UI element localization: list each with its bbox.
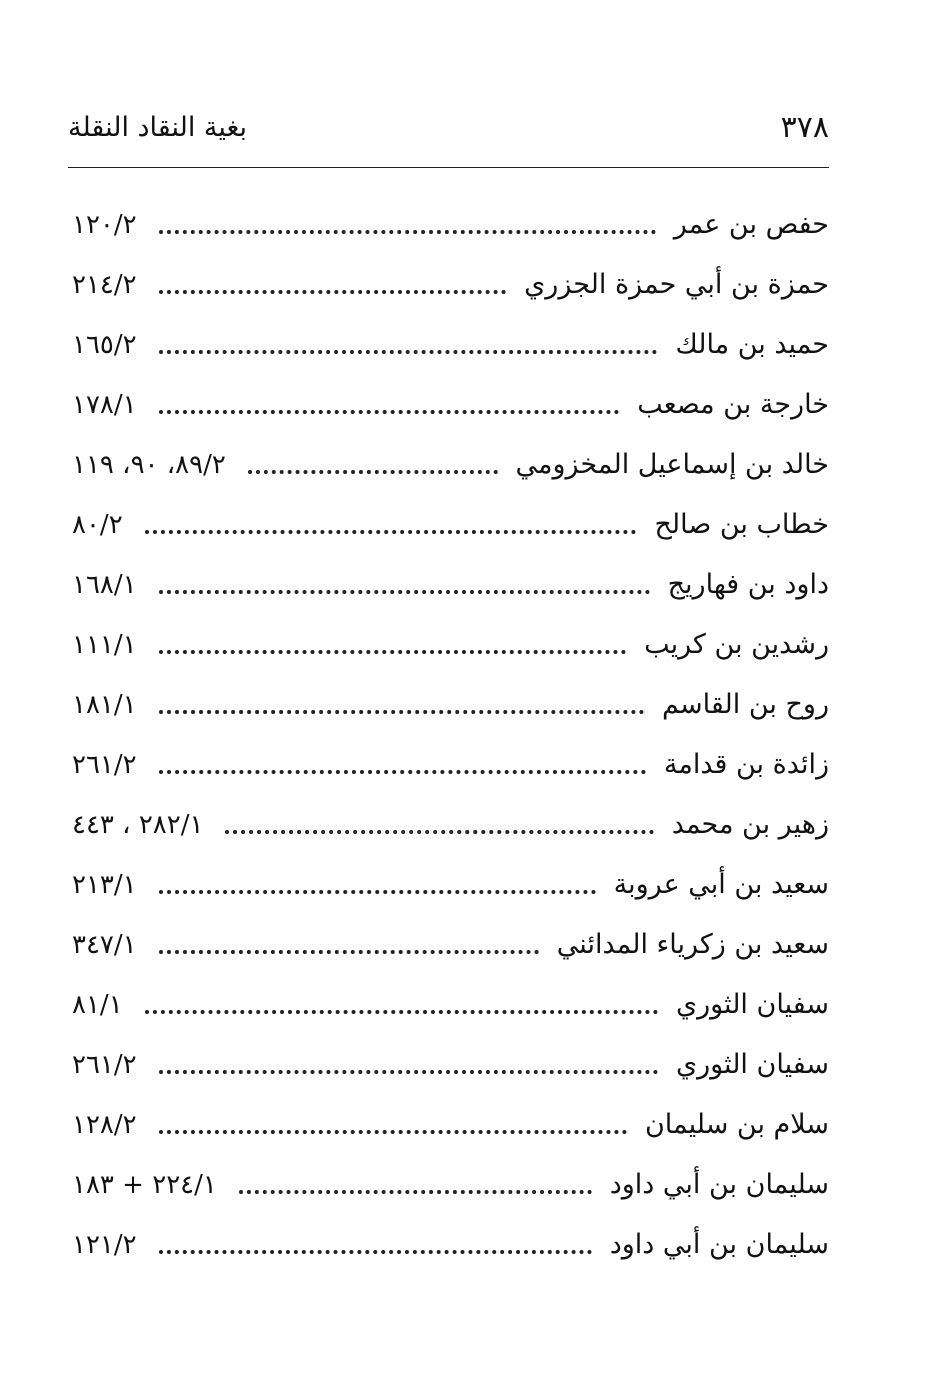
index-entry: [72, 790, 829, 850]
entry-page-reference: ١٢٠/٢: [72, 210, 137, 240]
entry-page-reference: ٢٦١/٢: [72, 750, 137, 780]
header-rule: [68, 167, 829, 168]
index-entry: [72, 370, 829, 430]
entry-page-reference: ٨٩/٢، ٩٠، ١١٩: [72, 450, 226, 480]
dot-leader: [159, 1250, 592, 1254]
entry-page-reference: ٢١٤/٢: [72, 270, 137, 300]
dot-leader: [225, 830, 653, 834]
dot-leader: [159, 950, 539, 954]
dot-leader: [248, 470, 498, 474]
dot-leader: [159, 590, 650, 594]
index-entry: [72, 310, 829, 370]
entry-page-reference: ١٢١/٢: [72, 1230, 137, 1260]
entry-name: حمزة بن أبي حمزة الجزري: [524, 269, 829, 300]
index-entry: [72, 1210, 829, 1270]
index-entry: [72, 1150, 829, 1210]
entry-page-reference: ٢٨٢/١ ، ٤٤٣: [72, 810, 204, 840]
entry-name: سعيد بن زكرياء المدائني: [556, 929, 829, 960]
dot-leader: [159, 710, 644, 714]
index-entry: [72, 250, 829, 310]
entry-page-reference: ١١١/١: [72, 630, 137, 660]
index-entry: [72, 190, 829, 250]
entry-name: خارجة بن مصعب: [637, 389, 829, 420]
entry-name: سليمان بن أبي داود: [609, 1229, 829, 1260]
dot-leader: [159, 890, 596, 894]
entry-page-reference: ٨١/١: [72, 990, 123, 1020]
dot-leader: [145, 530, 637, 534]
entry-page-reference: ٢٦١/٢: [72, 1050, 137, 1080]
entry-name: سليمان بن أبي داود: [609, 1169, 829, 1200]
entry-name: سفيان الثوري: [675, 989, 829, 1020]
page-number: ٣٧٨: [780, 110, 829, 145]
dot-leader: [159, 350, 658, 354]
dot-leader: [159, 770, 646, 774]
index-entry: [72, 670, 829, 730]
page-header: [68, 110, 829, 154]
index-entry: [72, 910, 829, 970]
entry-page-reference: ١٧٨/١: [72, 390, 137, 420]
entry-name: حميد بن مالك: [675, 329, 829, 360]
dot-leader: [159, 1070, 658, 1074]
dot-leader: [159, 1130, 627, 1134]
entry-page-reference: ٨٠/٢: [72, 510, 123, 540]
index-entry: [72, 550, 829, 610]
index-entry: [72, 490, 829, 550]
dot-leader: [159, 230, 656, 234]
dot-leader: [159, 410, 620, 414]
index-entry: [72, 1090, 829, 1150]
entry-name: خطاب بن صالح: [654, 509, 829, 540]
index-entry: [72, 970, 829, 1030]
dot-leader: [159, 650, 626, 654]
entry-name: زائدة بن قدامة: [663, 749, 829, 780]
entry-name: داود بن فهاريج: [667, 569, 829, 600]
index-entry: [72, 850, 829, 910]
entry-name: رشدين بن كريب: [644, 629, 829, 660]
dot-leader: [159, 290, 507, 294]
entry-page-reference: ٢٢٤/١ + ١٨٣: [72, 1170, 217, 1200]
entry-name: حفص بن عمر: [673, 209, 829, 240]
entry-name: سفيان الثوري: [675, 1049, 829, 1080]
entry-page-reference: ٣٤٧/١: [72, 930, 137, 960]
dot-leader: [239, 1190, 592, 1194]
entry-page-reference: ١٦٨/١: [72, 570, 137, 600]
index-entry: [72, 730, 829, 790]
index-list: [72, 190, 829, 1270]
entry-name: خالد بن إسماعيل المخزومي: [515, 449, 829, 480]
dot-leader: [145, 1010, 658, 1014]
entry-page-reference: ٢١٣/١: [72, 870, 137, 900]
entry-name: سلام بن سليمان: [644, 1109, 829, 1140]
entry-page-reference: ١٨١/١: [72, 690, 137, 720]
entry-page-reference: ١٦٥/٢: [72, 330, 137, 360]
index-entry: [72, 610, 829, 670]
entry-name: روح بن القاسم: [662, 689, 829, 720]
entry-page-reference: ١٢٨/٢: [72, 1110, 137, 1140]
index-entry: [72, 430, 829, 490]
running-title: بغية النقاد النقلة: [68, 112, 248, 143]
entry-name: سعيد بن أبي عروبة: [613, 869, 829, 900]
entry-name: زهير بن محمد: [671, 809, 829, 840]
index-entry: [72, 1030, 829, 1090]
